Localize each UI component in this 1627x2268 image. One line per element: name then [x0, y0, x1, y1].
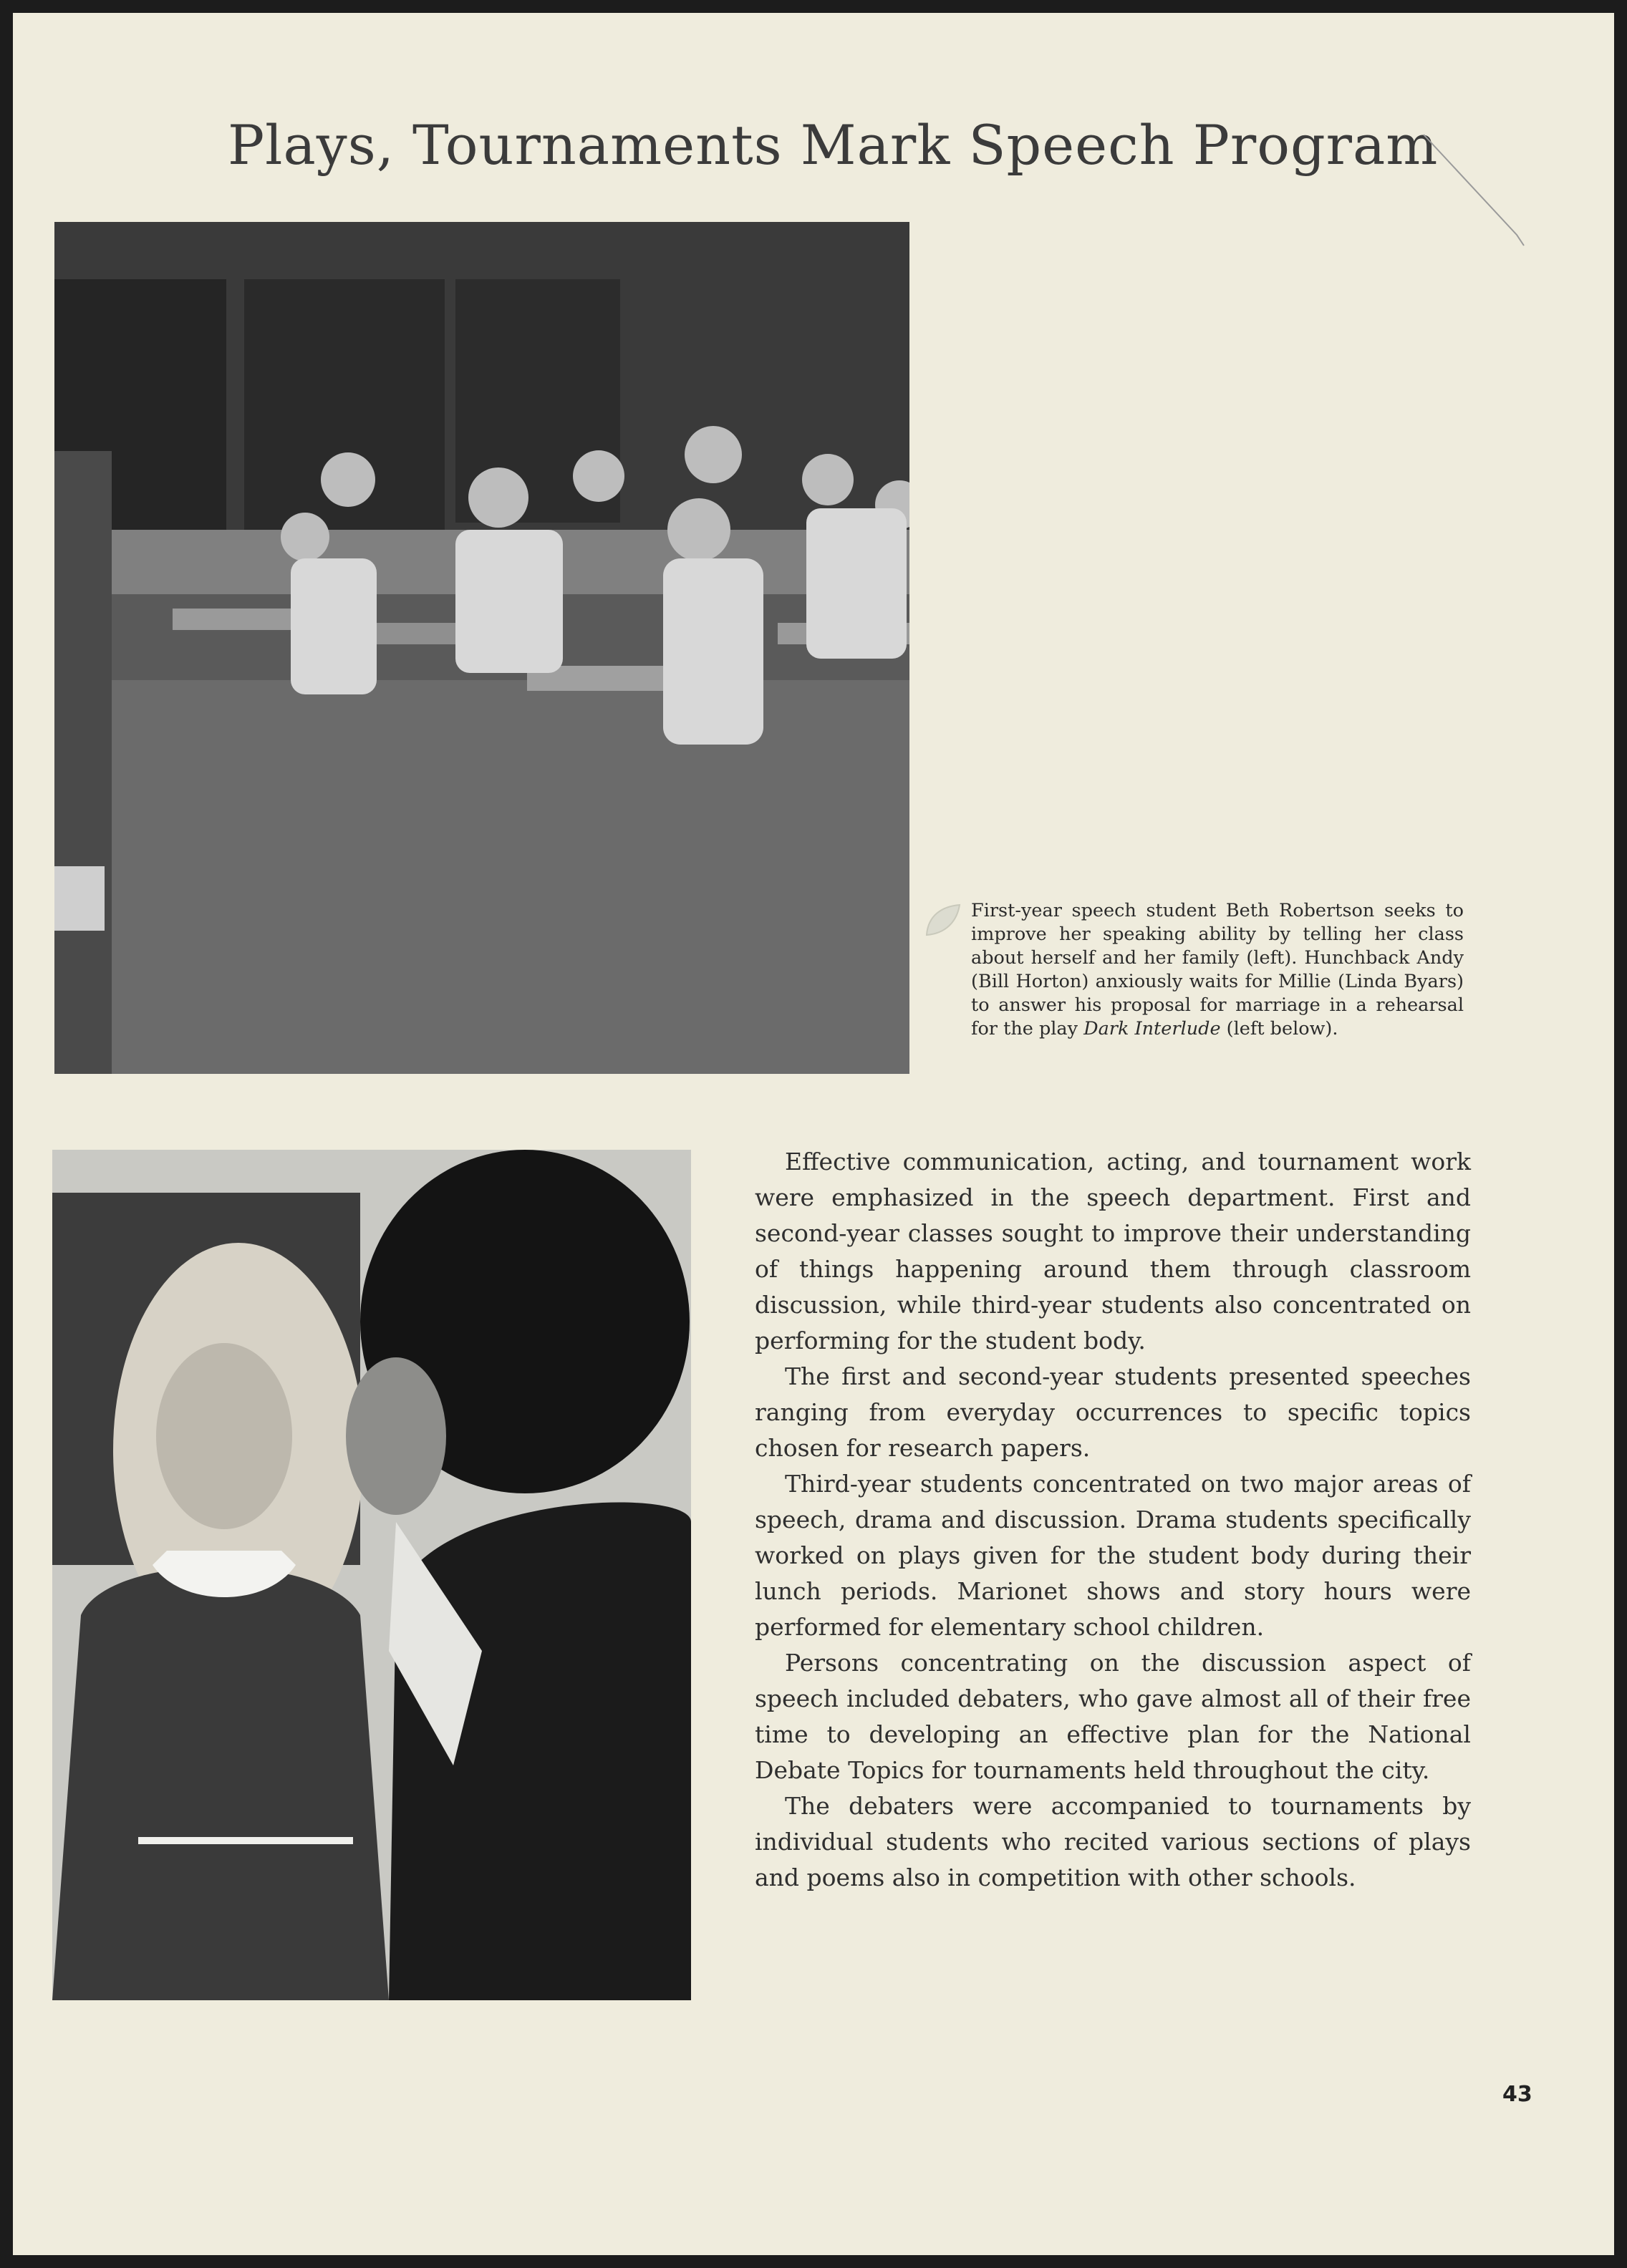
- photo-caption: [971, 899, 1464, 1041]
- yearbook-page: [13, 13, 1614, 2255]
- article-paragraph: Effective communication, acting, and tournament work were emphasized in the speech department. First and second-year classes sought to improve their understanding of things happening around them through classroom discussion, while third-year students also concentrated on performing for the student body.: [755, 1148, 1471, 1354]
- classroom-photo: [54, 222, 909, 1074]
- leaf-mark: [921, 901, 964, 940]
- caption-play-title: Dark Interlude: [1083, 1018, 1221, 1040]
- article-paragraph: Third-year students concentrated on two major areas of speech, drama and discussion. Drama students specifically worked on plays given for the student body during their lunch periods. Marionet shows and story hours were performed for elementary school children.: [755, 1470, 1471, 1641]
- article-body: [755, 1144, 1471, 1896]
- caption-text-end: (left below).: [1220, 1018, 1338, 1040]
- article-paragraph: The first and second-year students presented speeches ranging from everyday occurrences to specific topics chosen for research papers.: [755, 1362, 1471, 1462]
- pen-mark: [1416, 127, 1538, 256]
- article-paragraph: The debaters were accompanied to tournaments by individual students who recited various sections of plays and poems also in competition with other schools.: [755, 1792, 1471, 1891]
- article-paragraph: Persons concentrating on the discussion aspect of speech included debaters, who gave almost all of their free time to developing an effective plan for the National Debate Topics for tournaments held throughout the city.: [755, 1649, 1471, 1784]
- page-title: Plays, Tournaments Mark Speech Program: [228, 113, 1439, 177]
- page-number: 43: [1502, 2082, 1532, 2107]
- caption-text: First-year speech student Beth Robertson seeks to improve her speaking ability by telling her class about herself and her family (left). Hunchback Andy (Bill Horton) anxiously waits for Millie (Linda Byars) to answer his proposal for marriage in a rehearsal for the play: [971, 900, 1464, 1040]
- rehearsal-photo: [52, 1150, 691, 2000]
